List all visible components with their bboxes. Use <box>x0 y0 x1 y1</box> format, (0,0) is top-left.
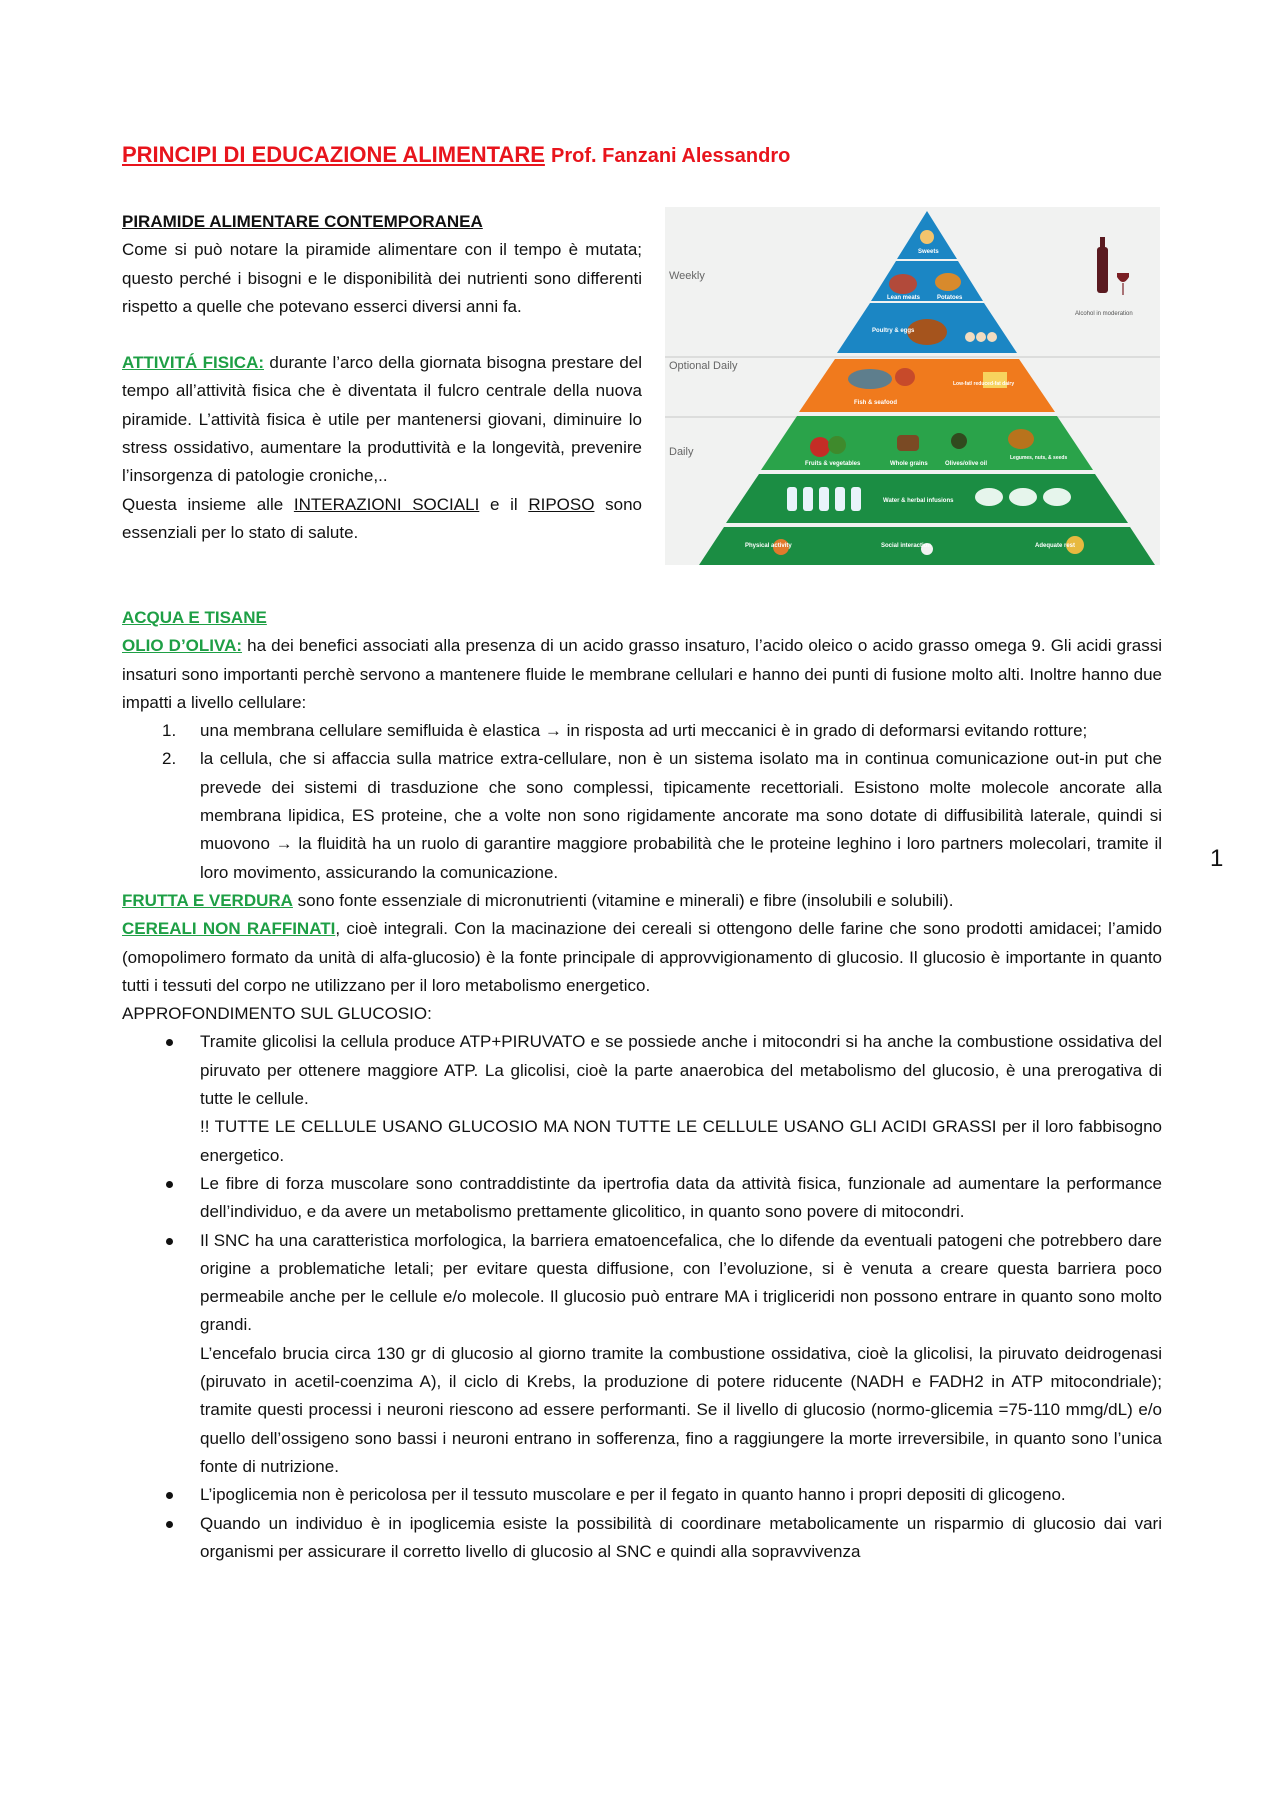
pyr-label-sweets: Sweets <box>918 249 939 255</box>
olio-text: ha dei benefici associati alla presenza di un acido grasso insaturo, l’acido oleico o acido grasso omega 9. Gli acidi grassi insaturi sono importanti perchè servono a mantenere fluide le membrane cellulari e hanno dei punti di fusione molto alti. Inoltre hanno due impatti a livello cellulare: <box>122 636 1162 712</box>
frutta-text: sono fonte essenziale di micronutrienti (vitamine e minerali) e fibre (insolubili e solubili). <box>292 890 954 910</box>
pyr-label-alcohol: Alcohol in moderation <box>1075 311 1133 317</box>
interazioni-text-c: sono essenziali per lo stato di salute. <box>122 494 642 542</box>
pyr-label-dairy: Low-fat/ reduced-fat dairy <box>953 381 1015 387</box>
bullet-icon <box>166 1238 173 1245</box>
glucosio-heading: APPROFONDIMENTO SUL GLUCOSIO: <box>122 1004 432 1024</box>
bullet-icon <box>166 1521 173 1528</box>
list-item <box>122 717 1162 745</box>
section-heading-piramide: PIRAMIDE ALIMENTARE CONTEMPORANEA <box>122 212 483 231</box>
olio-list <box>122 717 1162 887</box>
pyr-label-grains: Whole grains <box>890 461 928 467</box>
cereali-label: CEREALI NON RAFFINATI <box>122 919 336 939</box>
cereali-paragraph <box>122 915 1162 1000</box>
band-label-daily: Daily <box>669 446 694 458</box>
attivita-text: durante l’arco della giornata bisogna prestare del tempo all’attività fisica che è diventata il fulcro centrale della nuova piramide. L’attività fisica è utile per mantenersi giovani, diminuire lo stress ossidativo, aumentare la produttività e la longevità, prevenire l’insorgenza di patologie croniche,.. <box>122 353 642 486</box>
bullet-extra: L’encefalo brucia circa 130 gr di glucosio al giorno tramite la combustione ossidativa, cioè la glicolisi, la piruvato deidrogenasi (piruvato in acetil-coenzima A), il ciclo di Krebs, la produzione di potere riducente (NADH e FADH2 in ATP mitocondriale); tramite questi processi i neuroni riescono ad essere performanti. Se il livello di glucosio (normo-glicemia =75-110 mmg/dL) e/o quello dell’ossigeno sono bassi i neuroni entrano in sofferenza, fino a raggiungere la morte irreversibile, in quanto sono l’unica fonte di nutrizione. <box>200 1343 1162 1476</box>
attivita-paragraph <box>122 349 642 490</box>
interazioni-text-a: Questa insieme alle <box>122 494 294 514</box>
acqua-heading <box>122 604 1162 632</box>
bullet-text: L’ipoglicemia non è pericolosa per il tessuto muscolare e per il fegato in quanto hanno i propri depositi di glicogeno. <box>200 1485 1066 1505</box>
title-author: Prof. Fanzani Alessandro <box>551 145 791 167</box>
pyr-label-lean-meats: Lean meats <box>887 295 921 301</box>
band-label-optional-daily: Optional Daily <box>669 360 738 372</box>
pyr-label-social: Social interaction <box>881 543 932 549</box>
pyr-label-poultry: Poultry & eggs <box>872 328 915 334</box>
pyr-label-olives: Olives/olive oil <box>945 461 988 467</box>
pyr-label-legumes: Legumes, nuts, & seeds <box>1010 455 1068 461</box>
bullet-icon <box>166 1181 173 1188</box>
pyr-label-rest: Adequate rest <box>1035 543 1076 549</box>
bullet-text: Le fibre di forza muscolare sono contraddistinte da ipertrofia data da attività fisica, funzionale ad aumentare la performance dell’individuo, e da avere un metabolismo prettamente glicolitico, in quanto sono povere di mitocondri. <box>200 1173 1162 1222</box>
interazioni-text-b: e il <box>479 494 529 514</box>
bullet-icon <box>166 1492 173 1499</box>
glucosio-list <box>122 1028 1162 1566</box>
pyramid-svg <box>665 207 1160 565</box>
list-marker: 2. <box>162 749 177 769</box>
main-body <box>122 604 1162 1566</box>
bullet-extra: !! TUTTE LE CELLULE USANO GLUCOSIO MA NON TUTTE LE CELLULE USANO GLI ACIDI GRASSI per il loro fabbisogno energetico. <box>200 1117 1162 1165</box>
left-column <box>122 208 642 547</box>
list-item <box>122 1028 1162 1169</box>
frutta-label: FRUTTA E VERDURA <box>122 890 293 910</box>
list-item-text: la cellula, che si affaccia sulla matrice extra-cellulare, non è un sistema isolato ma in continua comunicazione out-in put che prevede dei sistemi di trasduzione che sono complessi, tipicamente recettoriali. Esistono molte molecole ancorate alla membrana lipidica, ES proteine, che a volte non sono rigidamente ancorate ma sono dotate di diffusibilità laterale, quindi si muovono → la fluidità ha un ruolo di garantire maggiore probabilità che le proteine leghino i loro partners molecolari, tramite il loro movimento, assicurando la comunicazione. <box>200 749 1162 882</box>
wine-bottle <box>1097 247 1108 293</box>
cereali-text: , cioè integrali. Con la macinazione dei cereali si ottengono delle farine che sono prodotti amidacei; l’amido (omopolimero formato da unità di alfa-glucosio) è la fonte principale di approvvigionamento di glucosio. Il glucosio è importante in quanto tutti i tessuti del corpo ne utilizzano per il loro metabolismo energetico. <box>122 919 1163 995</box>
pyr-label-potatoes: Potatoes <box>937 295 963 301</box>
bullet-text: Quando un individuo è in ipoglicemia esiste la possibilità di coordinare metabolicamente un risparmio di glucosio dai vari organismi per assicurare il corretto livello di glucosio al SNC e quindi alla sopravvivenza <box>200 1513 1162 1561</box>
list-item <box>122 1227 1162 1482</box>
pyr-label-fish: Fish & seafood <box>854 400 898 406</box>
title-main: PRINCIPI DI EDUCAZIONE ALIMENTARE <box>122 142 545 167</box>
riposo: RIPOSO <box>528 494 595 514</box>
list-item <box>122 1481 1162 1509</box>
pyr-label-water: Water & herbal infusions <box>883 498 954 504</box>
document-title <box>122 142 790 168</box>
interazioni-paragraph <box>122 491 642 548</box>
list-item <box>122 745 1162 886</box>
attivita-label: ATTIVITÁ FISICA: <box>122 353 265 373</box>
tier-fish <box>799 359 1055 412</box>
olio-label: OLIO D’OLIVA: <box>122 636 243 656</box>
pyr-label-fruits: Fruits & vegetables <box>805 461 861 467</box>
page-number: 1 <box>1210 845 1224 872</box>
olio-paragraph <box>122 632 1162 717</box>
list-item <box>122 1170 1162 1227</box>
frutta-paragraph <box>122 887 1162 915</box>
acqua-label: ACQUA E TISANE <box>122 608 267 627</box>
band-label-weekly: Weekly <box>669 270 705 282</box>
piramide-paragraph: Come si può notare la piramide alimentare con il tempo è mutata; questo perché i bisogni e le disponibilità dei nutrienti sono differenti rispetto a quelle che potevano esserci diversi anni fa. <box>122 240 642 316</box>
bullet-text: Tramite glicolisi la cellula produce ATP+PIRUVATO e se possiede anche i mitocondri si ha anche la combustione ossidativa del piruvato per ottenere maggiore ATP. La glicolisi, cioè la parte anaerobica del metabolismo del glucosio, è una prerogativa di tutte le cellule. <box>200 1032 1162 1109</box>
pyr-label-physical: Physical activity <box>745 543 792 549</box>
bullet-text: Il SNC ha una caratteristica morfologica, la barriera ematoencefalica, che lo difende da eventuali patogeni che potrebbero dare origine a problematiche letali; per evitare questa diffusione, con l’evoluzione, si è venuta a creare questa barriera poco permeabile anche per le cellule e/o molecole. Il glucosio può entrare MA i trigliceridi non possono entrare in quanto sono molto grandi. <box>200 1230 1162 1335</box>
interazioni-sociali: INTERAZIONI SOCIALI <box>293 494 480 514</box>
bullet-icon <box>166 1039 173 1046</box>
food-pyramid-image <box>665 207 1160 565</box>
spacer <box>122 321 642 349</box>
list-item-text: una membrana cellulare semifluida è elastica → in risposta ad urti meccanici è in grado di deformarsi evitando rotture; <box>200 721 1088 741</box>
list-marker: 1. <box>162 721 177 741</box>
list-item <box>122 1510 1162 1567</box>
